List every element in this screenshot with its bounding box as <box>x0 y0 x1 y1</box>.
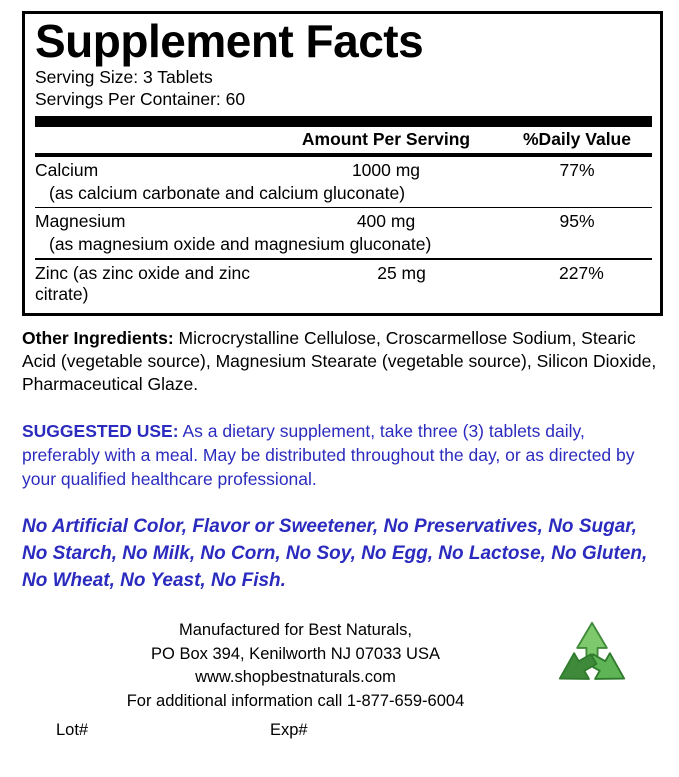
website-line: www.shopbestnaturals.com <box>195 668 396 687</box>
servings-per-container: Servings Per Container: 60 <box>35 88 246 109</box>
lot-exp-row <box>56 719 665 742</box>
nutrient-source: (as calcium carbonate and calcium gluconate) <box>49 182 406 203</box>
suggested-use <box>22 420 663 492</box>
header-daily-value: %Daily Value <box>523 128 631 149</box>
other-ingredients-label: Other Ingredients: <box>22 327 174 348</box>
exp-label: Exp# <box>270 720 308 739</box>
table-row <box>35 157 652 183</box>
panel-title: Supplement Facts <box>35 15 424 67</box>
header-amount-per-serving: Amount Per Serving <box>301 128 471 149</box>
nutrient-amount: 25 mg <box>377 262 426 283</box>
free-from-claims: No Artificial Color, Flavor or Sweetener, No Preservatives, No Sugar, No Starch, No Milk, No Corn, No Soy, No Egg, No Lactose, No Gluten, No Wheat, No Yeast, No Fish. <box>22 516 648 592</box>
nutrient-amount: 400 mg <box>356 211 416 232</box>
nutrient-source: (as magnesium oxide and magnesium gluconate) <box>49 234 432 255</box>
nutrient-daily-value: 77% <box>559 159 595 180</box>
other-ingredients-text: Microcrystalline Cellulose, Croscarmellose Sodium, Stearic Acid (vegetable source), Magnesium Stearate (vegetable source), Silicon Dioxide, Pharmaceutical Glaze. <box>22 327 657 395</box>
phone-line: For additional information call 1-877-659-6004 <box>126 691 465 710</box>
address-line: PO Box 394, Kenilworth NJ 07033 USA <box>151 644 440 663</box>
table-row <box>35 208 652 234</box>
supplement-facts-panel <box>22 11 663 316</box>
nutrient-name: Magnesium <box>35 211 126 232</box>
suggested-use-text: As a dietary supplement, take three (3) tablets daily, preferably with a meal. May be distributed throughout the day, or as directed by your qualified healthcare professional. <box>22 421 635 490</box>
nutrient-name: Zinc (as zinc oxide and zinc citrate) <box>35 262 250 304</box>
footer <box>18 619 665 742</box>
nutrient-name: Calcium <box>35 159 99 180</box>
nutrient-daily-value: 95% <box>559 211 595 232</box>
nutrient-table-header <box>35 127 652 153</box>
table-row <box>35 260 652 307</box>
nutrient-daily-value: 227% <box>559 262 604 283</box>
panel-rule-thick <box>35 116 652 127</box>
recycle-icon <box>543 621 641 699</box>
lot-label: Lot# <box>56 720 89 739</box>
manufacturer-line: Manufactured for Best Naturals, <box>179 621 412 640</box>
nutrient-amount: 1000 mg <box>351 159 421 180</box>
other-ingredients <box>22 327 663 397</box>
serving-size: Serving Size: 3 Tablets <box>35 66 213 87</box>
suggested-use-label: SUGGESTED USE: <box>22 421 179 442</box>
